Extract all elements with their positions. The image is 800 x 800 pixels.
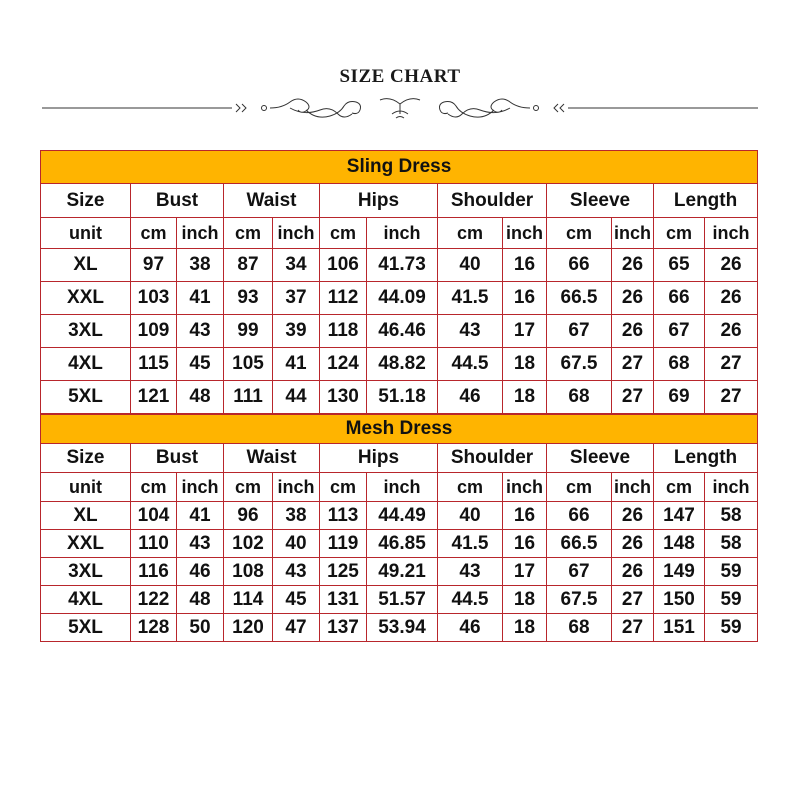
size-label: 4XL <box>41 586 131 614</box>
unit-cell: inch <box>367 218 438 249</box>
table-cell: 18 <box>503 614 547 642</box>
table-cell: 48 <box>177 381 224 414</box>
unit-cell: inch <box>367 473 438 502</box>
unit-cell: inch <box>705 473 758 502</box>
table-cell: 34 <box>273 249 320 282</box>
table-cell: 46.85 <box>367 530 438 558</box>
table-cell: 120 <box>224 614 273 642</box>
table-cell: 41 <box>177 282 224 315</box>
table-cell: 38 <box>273 502 320 530</box>
table-cell: 26 <box>612 315 654 348</box>
table-cell: 58 <box>705 502 758 530</box>
table-cell: 40 <box>438 502 503 530</box>
table-cell: 108 <box>224 558 273 586</box>
table-cell: 150 <box>654 586 705 614</box>
unit-cell: inch <box>612 473 654 502</box>
table-cell: 149 <box>654 558 705 586</box>
table-cell: 44.09 <box>367 282 438 315</box>
table-cell: 102 <box>224 530 273 558</box>
table-cell: 44.49 <box>367 502 438 530</box>
decorative-divider <box>40 92 760 124</box>
table-cell: 16 <box>503 530 547 558</box>
table-cell: 118 <box>320 315 367 348</box>
table-cell: 147 <box>654 502 705 530</box>
size-label: 3XL <box>41 558 131 586</box>
table-cell: 26 <box>705 315 758 348</box>
unit-cell: inch <box>177 218 224 249</box>
page-title: SIZE CHART <box>339 66 461 87</box>
unit-cell: cm <box>224 218 273 249</box>
table-cell: 27 <box>612 348 654 381</box>
column-header: Shoulder <box>438 444 547 473</box>
unit-cell: cm <box>224 473 273 502</box>
table-cell: 41 <box>177 502 224 530</box>
table-cell: 115 <box>131 348 177 381</box>
unit-cell: cm <box>131 473 177 502</box>
sling-dress-table <box>40 150 758 414</box>
table-cell: 67 <box>654 315 705 348</box>
table-cell: 114 <box>224 586 273 614</box>
table-row <box>41 586 758 614</box>
unit-cell: inch <box>612 218 654 249</box>
table-cell: 109 <box>131 315 177 348</box>
table-cell: 50 <box>177 614 224 642</box>
section-title: Mesh Dress <box>41 415 758 444</box>
unit-cell: cm <box>547 218 612 249</box>
table-cell: 131 <box>320 586 367 614</box>
table-cell: 16 <box>503 282 547 315</box>
table-cell: 58 <box>705 530 758 558</box>
table-cell: 66.5 <box>547 282 612 315</box>
table-cell: 103 <box>131 282 177 315</box>
table-cell: 41 <box>273 348 320 381</box>
table-cell: 110 <box>131 530 177 558</box>
table-cell: 38 <box>177 249 224 282</box>
unit-cell: inch <box>273 218 320 249</box>
table-cell: 43 <box>177 530 224 558</box>
table-cell: 43 <box>438 315 503 348</box>
section-title-row <box>41 151 758 184</box>
unit-cell: cm <box>547 473 612 502</box>
table-cell: 18 <box>503 586 547 614</box>
table-row <box>41 249 758 282</box>
table-cell: 111 <box>224 381 273 414</box>
table-row <box>41 614 758 642</box>
column-header: Size <box>41 444 131 473</box>
table-cell: 68 <box>547 381 612 414</box>
size-label: 3XL <box>41 315 131 348</box>
table-cell: 39 <box>273 315 320 348</box>
table-cell: 67.5 <box>547 348 612 381</box>
table-cell: 27 <box>612 381 654 414</box>
table-cell: 18 <box>503 348 547 381</box>
table-cell: 104 <box>131 502 177 530</box>
table-row <box>41 381 758 414</box>
size-label: 4XL <box>41 348 131 381</box>
table-cell: 45 <box>177 348 224 381</box>
table-cell: 66 <box>547 249 612 282</box>
table-cell: 26 <box>612 282 654 315</box>
unit-cell: inch <box>705 218 758 249</box>
table-cell: 69 <box>654 381 705 414</box>
table-cell: 53.94 <box>367 614 438 642</box>
table-cell: 16 <box>503 502 547 530</box>
table-cell: 40 <box>273 530 320 558</box>
table-cell: 46 <box>438 614 503 642</box>
column-header: Waist <box>224 444 320 473</box>
mesh-dress-body <box>41 415 758 642</box>
table-cell: 26 <box>612 249 654 282</box>
table-cell: 112 <box>320 282 367 315</box>
table-cell: 65 <box>654 249 705 282</box>
column-header: Size <box>41 184 131 218</box>
unit-cell: cm <box>320 218 367 249</box>
table-cell: 26 <box>705 282 758 315</box>
section-title: Sling Dress <box>41 151 758 184</box>
table-cell: 121 <box>131 381 177 414</box>
table-cell: 66 <box>547 502 612 530</box>
table-cell: 124 <box>320 348 367 381</box>
table-cell: 40 <box>438 249 503 282</box>
mesh-dress-table <box>40 414 758 642</box>
table-cell: 27 <box>705 348 758 381</box>
table-cell: 43 <box>273 558 320 586</box>
unit-cell: cm <box>131 218 177 249</box>
column-header: Shoulder <box>438 184 547 218</box>
header-row <box>41 444 758 473</box>
unit-cell: inch <box>503 473 547 502</box>
table-cell: 26 <box>612 502 654 530</box>
unit-cell: cm <box>654 218 705 249</box>
table-cell: 44.5 <box>438 586 503 614</box>
table-cell: 137 <box>320 614 367 642</box>
column-header: Length <box>654 444 758 473</box>
table-cell: 26 <box>612 558 654 586</box>
unit-row <box>41 473 758 502</box>
table-cell: 113 <box>320 502 367 530</box>
table-cell: 26 <box>612 530 654 558</box>
table-cell: 148 <box>654 530 705 558</box>
table-cell: 49.21 <box>367 558 438 586</box>
table-cell: 44.5 <box>438 348 503 381</box>
table-row <box>41 530 758 558</box>
table-cell: 67 <box>547 315 612 348</box>
table-cell: 51.18 <box>367 381 438 414</box>
table-cell: 93 <box>224 282 273 315</box>
column-header: Sleeve <box>547 444 654 473</box>
table-cell: 18 <box>503 381 547 414</box>
table-cell: 105 <box>224 348 273 381</box>
size-label: 5XL <box>41 614 131 642</box>
unit-cell: inch <box>177 473 224 502</box>
column-header: Bust <box>131 444 224 473</box>
table-cell: 17 <box>503 558 547 586</box>
table-cell: 48 <box>177 586 224 614</box>
table-cell: 46 <box>177 558 224 586</box>
table-cell: 27 <box>612 614 654 642</box>
table-cell: 37 <box>273 282 320 315</box>
table-cell: 41.5 <box>438 530 503 558</box>
table-cell: 46.46 <box>367 315 438 348</box>
table-cell: 128 <box>131 614 177 642</box>
table-cell: 122 <box>131 586 177 614</box>
table-row <box>41 282 758 315</box>
table-cell: 125 <box>320 558 367 586</box>
unit-cell: unit <box>41 218 131 249</box>
table-cell: 66.5 <box>547 530 612 558</box>
section-title-row <box>41 415 758 444</box>
table-cell: 44 <box>273 381 320 414</box>
table-cell: 119 <box>320 530 367 558</box>
table-row <box>41 348 758 381</box>
table-cell: 68 <box>547 614 612 642</box>
table-cell: 48.82 <box>367 348 438 381</box>
table-cell: 67.5 <box>547 586 612 614</box>
table-cell: 45 <box>273 586 320 614</box>
unit-cell: cm <box>654 473 705 502</box>
table-row <box>41 315 758 348</box>
column-header: Hips <box>320 184 438 218</box>
table-cell: 96 <box>224 502 273 530</box>
table-cell: 67 <box>547 558 612 586</box>
table-cell: 27 <box>612 586 654 614</box>
column-header: Sleeve <box>547 184 654 218</box>
table-cell: 17 <box>503 315 547 348</box>
table-cell: 97 <box>131 249 177 282</box>
unit-cell: unit <box>41 473 131 502</box>
table-cell: 87 <box>224 249 273 282</box>
table-cell: 51.57 <box>367 586 438 614</box>
table-cell: 43 <box>177 315 224 348</box>
size-label: XXL <box>41 530 131 558</box>
table-cell: 116 <box>131 558 177 586</box>
column-header: Hips <box>320 444 438 473</box>
table-cell: 41.73 <box>367 249 438 282</box>
table-cell: 66 <box>654 282 705 315</box>
table-cell: 16 <box>503 249 547 282</box>
table-cell: 26 <box>705 249 758 282</box>
table-cell: 46 <box>438 381 503 414</box>
unit-row <box>41 218 758 249</box>
table-cell: 47 <box>273 614 320 642</box>
table-cell: 59 <box>705 558 758 586</box>
size-label: XXL <box>41 282 131 315</box>
table-cell: 41.5 <box>438 282 503 315</box>
table-row <box>41 558 758 586</box>
unit-cell: cm <box>438 473 503 502</box>
column-header: Length <box>654 184 758 218</box>
sling-dress-body <box>41 151 758 414</box>
column-header: Waist <box>224 184 320 218</box>
table-row <box>41 502 758 530</box>
column-header: Bust <box>131 184 224 218</box>
size-label: XL <box>41 502 131 530</box>
header-row <box>41 184 758 218</box>
table-cell: 43 <box>438 558 503 586</box>
unit-cell: inch <box>503 218 547 249</box>
table-cell: 59 <box>705 614 758 642</box>
table-cell: 151 <box>654 614 705 642</box>
unit-cell: cm <box>320 473 367 502</box>
table-cell: 68 <box>654 348 705 381</box>
size-label: XL <box>41 249 131 282</box>
size-label: 5XL <box>41 381 131 414</box>
table-cell: 27 <box>705 381 758 414</box>
table-cell: 106 <box>320 249 367 282</box>
unit-cell: cm <box>438 218 503 249</box>
unit-cell: inch <box>273 473 320 502</box>
table-cell: 59 <box>705 586 758 614</box>
table-cell: 130 <box>320 381 367 414</box>
table-cell: 99 <box>224 315 273 348</box>
